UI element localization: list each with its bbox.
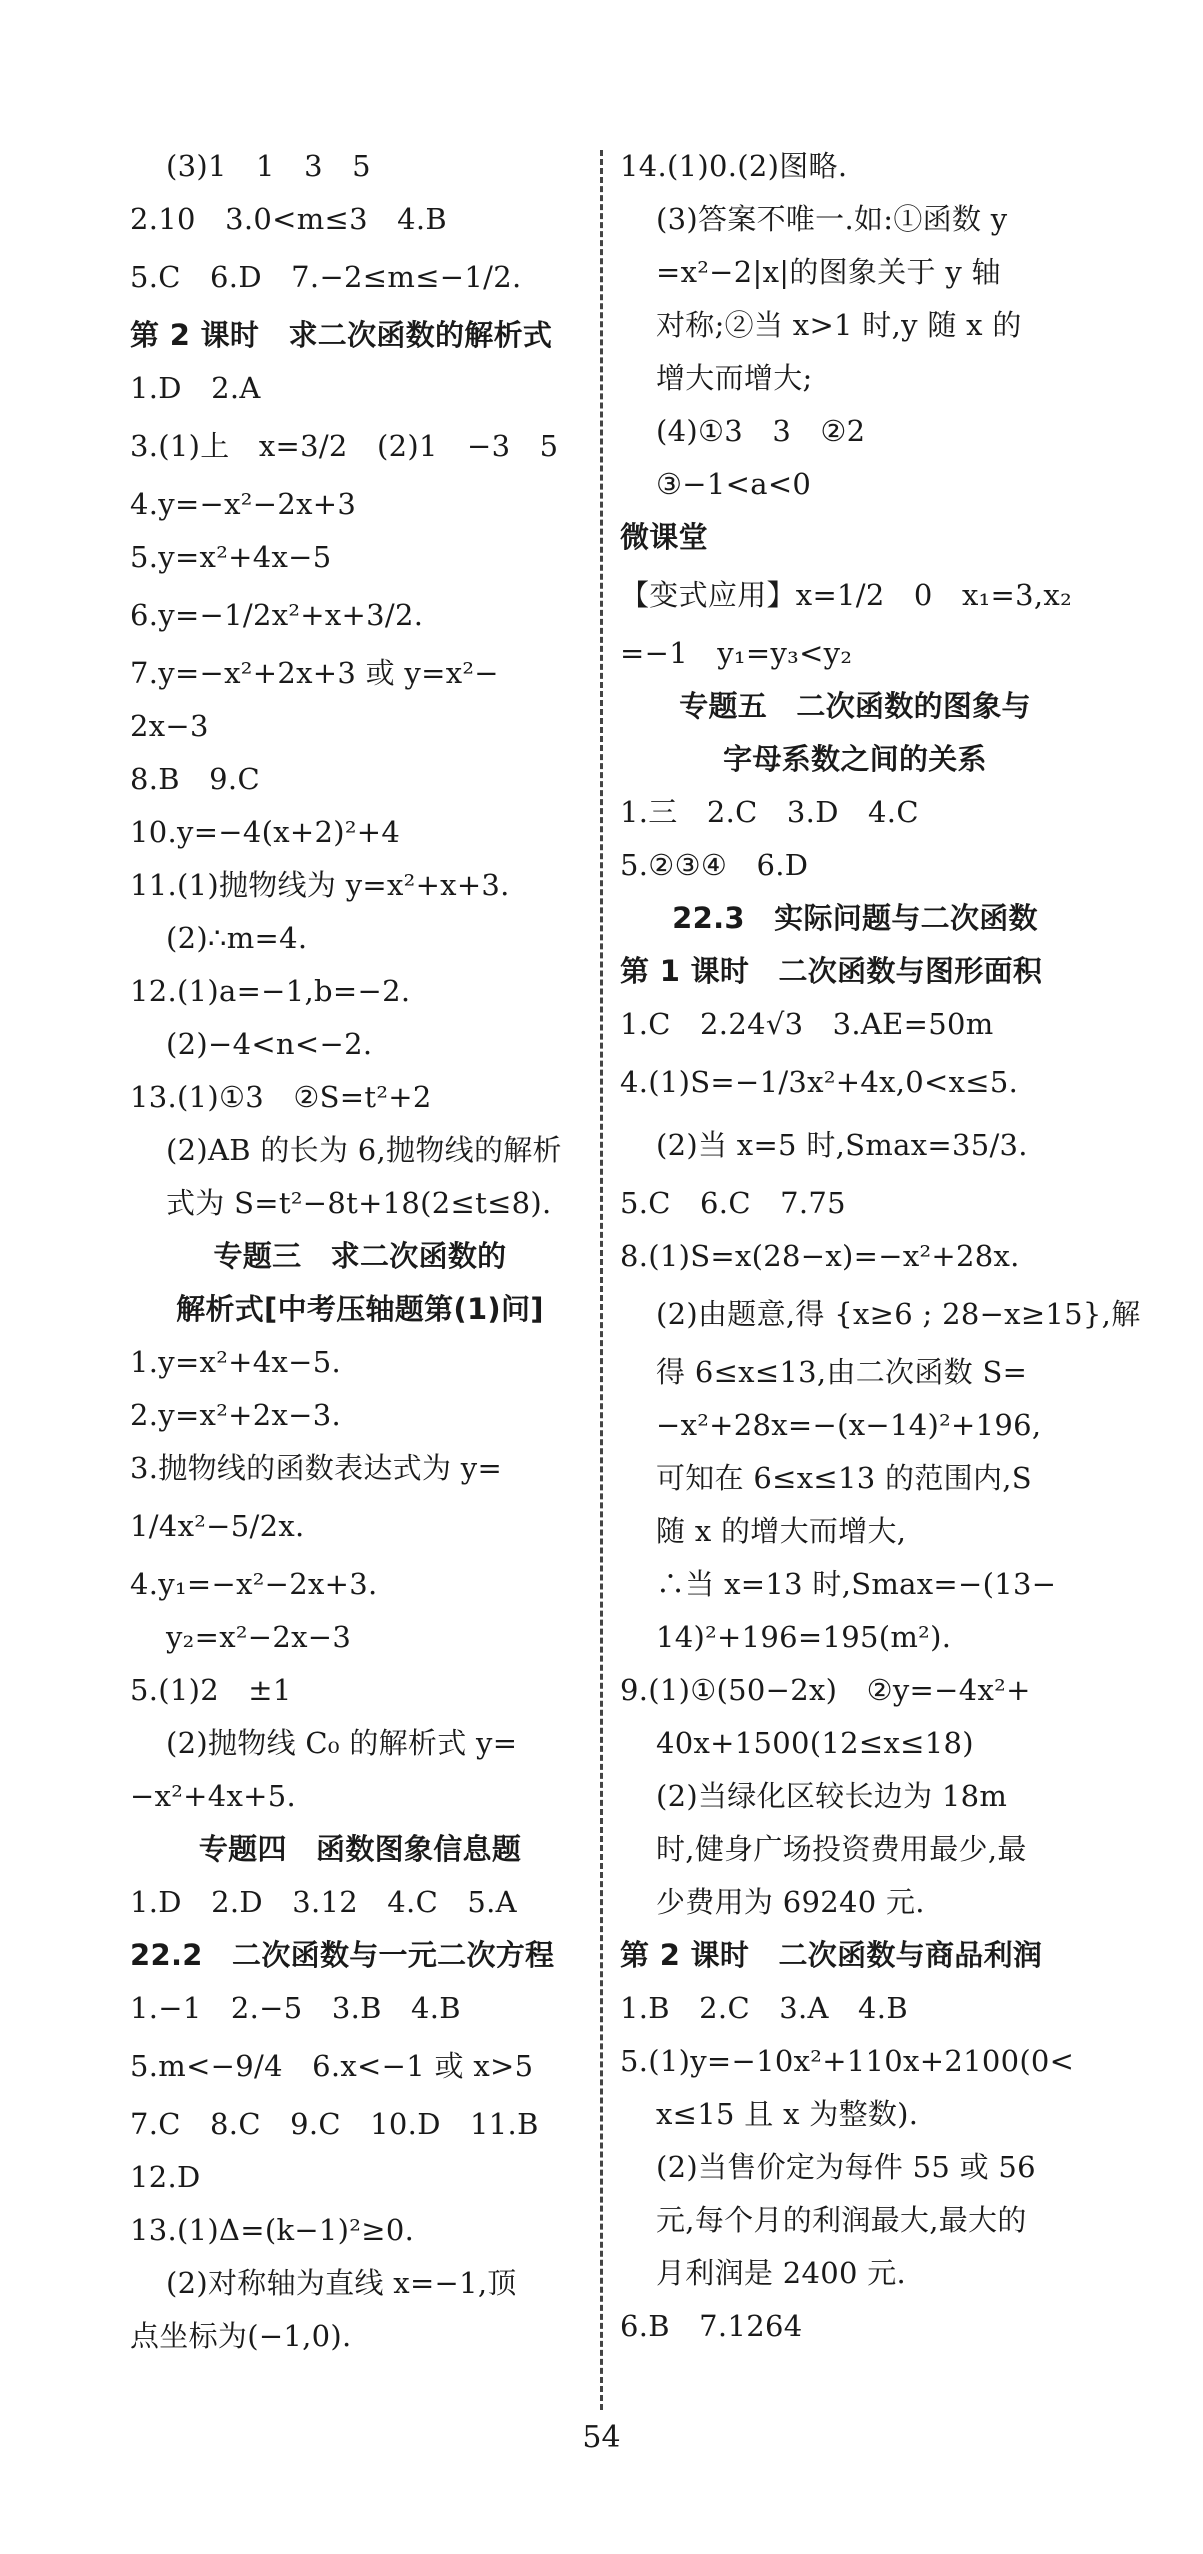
- answer-line: 对称;②当 x>1 时,y 随 x 的: [656, 308, 1022, 342]
- answer-line: 2.10 3.0<m≤3 4.B: [130, 202, 448, 236]
- section-heading: 微课堂: [620, 520, 708, 554]
- answer-line: 2.y=x²+2x−3.: [130, 1398, 342, 1432]
- answer-line: (2)由题意,得 {x≥6 ; 28−x≥15},解: [656, 1297, 1141, 1331]
- answer-line: 得 6≤x≤13,由二次函数 S=: [656, 1355, 1028, 1389]
- answer-line: 4.y₁=−x²−2x+3.: [130, 1567, 378, 1601]
- section-heading: 专题四 函数图象信息题: [198, 1832, 522, 1866]
- answer-line: (2)对称轴为直线 x=−1,顶: [166, 2266, 517, 2300]
- answer-line: 11.(1)抛物线为 y=x²+x+3.: [130, 868, 510, 902]
- answer-line: 6.B 7.1264: [620, 2309, 803, 2343]
- section-heading: 第 2 课时 二次函数与商品利润: [620, 1938, 1043, 1972]
- section-heading: 第 1 课时 二次函数与图形面积: [620, 954, 1043, 988]
- answer-line: 式为 S=t²−8t+18(2≤t≤8).: [166, 1186, 552, 1220]
- answer-line: 月利润是 2400 元.: [656, 2256, 907, 2290]
- answer-line: 9.(1)①(50−2x) ②y=−4x²+: [620, 1673, 1031, 1707]
- answer-line: 5.C 6.C 7.75: [620, 1186, 846, 1220]
- answer-line: =x²−2|x|的图象关于 y 轴: [656, 255, 1001, 289]
- answer-line: −x²+28x=−(x−14)²+196,: [656, 1408, 1042, 1442]
- answer-line: 元,每个月的利润最大,最大的: [656, 2203, 1027, 2237]
- answer-line: 随 x 的增大而增大,: [656, 1514, 907, 1548]
- answer-line: (2)抛物线 C₀ 的解析式 y=: [166, 1726, 518, 1760]
- answer-line: 14)²+196=195(m²).: [656, 1620, 952, 1654]
- answer-line: (2)AB 的长为 6,抛物线的解析: [166, 1133, 562, 1167]
- answer-line: 2x−3: [130, 709, 209, 743]
- answer-line: (4)①3 3 ②2: [656, 414, 866, 448]
- section-heading: 解析式[中考压轴题第(1)问]: [176, 1292, 544, 1326]
- column-divider: [600, 150, 603, 2410]
- answer-line: 5.(1)y=−10x²+110x+2100(0<: [620, 2044, 1075, 2078]
- answer-line: 7.y=−x²+2x+3 或 y=x²−: [130, 656, 499, 690]
- answer-line: ③−1<a<0: [656, 467, 812, 501]
- answer-line: (2)当售价定为每件 55 或 56: [656, 2150, 1036, 2184]
- answer-line: 8.B 9.C: [130, 762, 260, 796]
- section-heading: 专题三 求二次函数的: [213, 1239, 507, 1273]
- answer-line: 5.(1)2 ±1: [130, 1673, 292, 1707]
- answer-line: 8.(1)S=x(28−x)=−x²+28x.: [620, 1239, 1020, 1273]
- answer-line: (2)−4<n<−2.: [166, 1027, 373, 1061]
- left-column: [130, 140, 590, 2363]
- answer-line: 6.y=−1/2x²+x+3/2.: [130, 598, 424, 632]
- answer-line: 少费用为 69240 元.: [656, 1885, 925, 1919]
- answer-line: −x²+4x+5.: [130, 1779, 297, 1813]
- answer-line: 14.(1)0.(2)图略.: [620, 149, 848, 183]
- answer-line: =−1 y₁=y₃<y₂: [620, 636, 853, 670]
- answer-line: (3)答案不唯一.如:①函数 y: [656, 202, 1008, 236]
- answer-line: ∴当 x=13 时,Smax=−(13−: [656, 1567, 1057, 1601]
- answer-line: 点坐标为(−1,0).: [130, 2319, 352, 2353]
- answer-line: 1.C 2.24√3 3.AE=50m: [620, 1007, 994, 1041]
- answer-line: (2)当绿化区较长边为 18m: [656, 1779, 1008, 1813]
- answer-line: 可知在 6≤x≤13 的范围内,S: [656, 1461, 1032, 1495]
- answer-line: 4.y=−x²−2x+3: [130, 487, 357, 521]
- answer-line: 13.(1)①3 ②S=t²+2: [130, 1080, 432, 1114]
- answer-line: 10.y=−4(x+2)²+4: [130, 815, 401, 849]
- answer-line: 5.C 6.D 7.−2≤m≤−1/2.: [130, 260, 522, 294]
- section-heading: 22.3 实际问题与二次函数: [672, 901, 1038, 935]
- answer-line: 【变式应用】x=1/2 0 x₁=3,x₂: [620, 578, 1073, 612]
- answer-line: y₂=x²−2x−3: [166, 1620, 352, 1654]
- answer-line: 4.(1)S=−1/3x²+4x,0<x≤5.: [620, 1065, 1019, 1099]
- answer-line: 12.(1)a=−1,b=−2.: [130, 974, 411, 1008]
- answer-line: 1/4x²−5/2x.: [130, 1509, 305, 1543]
- answer-line: (3)1 1 3 5: [166, 149, 371, 183]
- answer-line: 7.C 8.C 9.C 10.D 11.B: [130, 2107, 539, 2141]
- answer-line: 1.B 2.C 3.A 4.B: [620, 1991, 908, 2025]
- answer-line: 5.②③④ 6.D: [620, 848, 809, 882]
- section-heading: 专题五 二次函数的图象与: [679, 689, 1031, 723]
- answer-line: 1.D 2.D 3.12 4.C 5.A: [130, 1885, 517, 1919]
- answer-line: 1.三 2.C 3.D 4.C: [620, 795, 919, 829]
- answer-line: 5.m<−9/4 6.x<−1 或 x>5: [130, 2049, 534, 2083]
- section-heading: 字母系数之间的关系: [723, 742, 987, 776]
- answer-line: 1.y=x²+4x−5.: [130, 1345, 342, 1379]
- answer-line: 40x+1500(12≤x≤18): [656, 1726, 974, 1760]
- section-heading: 第 2 课时 求二次函数的解析式: [130, 318, 553, 352]
- section-heading: 22.2 二次函数与一元二次方程: [130, 1938, 555, 1972]
- answer-line: 1.−1 2.−5 3.B 4.B: [130, 1991, 461, 2025]
- answer-line: 时,健身广场投资费用最少,最: [656, 1832, 1027, 1866]
- page-number: 54: [582, 2420, 621, 2455]
- answer-line: 增大而增大;: [656, 361, 813, 395]
- right-column: [620, 140, 1141, 2353]
- answer-line: (2)∴m=4.: [166, 921, 308, 955]
- answer-line: 3.抛物线的函数表达式为 y=: [130, 1451, 503, 1485]
- answer-line: (2)当 x=5 时,Smax=35/3.: [656, 1128, 1028, 1162]
- answer-line: 5.y=x²+4x−5: [130, 540, 332, 574]
- answer-line: 12.D: [130, 2160, 201, 2194]
- answer-line: 3.(1)上 x=3/2 (2)1 −3 5: [130, 429, 559, 463]
- answer-line: 13.(1)Δ=(k−1)²≥0.: [130, 2213, 415, 2247]
- answer-line: x≤15 且 x 为整数).: [656, 2097, 919, 2131]
- answer-line: 1.D 2.A: [130, 371, 261, 405]
